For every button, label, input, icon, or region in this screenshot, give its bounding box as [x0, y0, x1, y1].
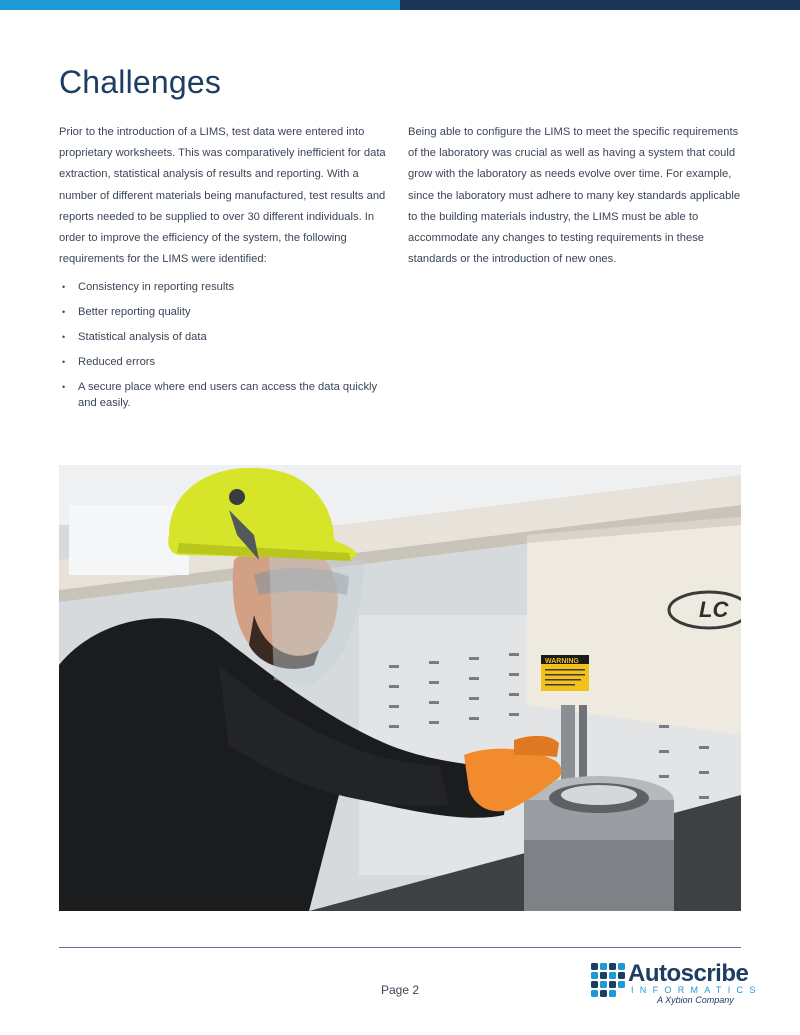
bullet-icon: •	[62, 307, 66, 317]
footer-divider	[59, 947, 741, 948]
list-item	[59, 354, 394, 370]
logo-subtitle: INFORMATICS	[631, 985, 762, 995]
list-item-text: A secure place where end users can access the data quickly and easily.	[78, 381, 378, 409]
list-item	[59, 379, 394, 411]
list-item-text: Statistical analysis of data	[78, 331, 207, 343]
lab-photo-illustration	[59, 465, 741, 911]
top-accent-bar-navy	[400, 0, 800, 10]
bullet-icon: •	[62, 357, 66, 367]
list-item-text: Better reporting quality	[78, 306, 191, 318]
bullet-icon: •	[62, 282, 66, 292]
page-number: Page 2	[380, 983, 420, 997]
logo-grid-icon	[591, 963, 625, 997]
list-item-text: Consistency in reporting results	[78, 281, 235, 293]
company-logo	[591, 960, 762, 1007]
requirements-list	[59, 279, 394, 420]
logo-wordmark: Autoscribe	[628, 960, 749, 987]
list-item	[59, 329, 394, 345]
bullet-icon: •	[62, 332, 66, 342]
page-title: Challenges	[59, 64, 222, 100]
list-item-text: Reduced errors	[78, 356, 156, 368]
list-item	[59, 304, 394, 320]
left-paragraph: Prior to the introduction of a LIMS, test data were entered into proprietary worksheets. This was comparatively inefficient for data extraction, statistical analysis of results and reporting. With a number of different materials being manufactured, test results and reports needed to be supplied to over 30 different individuals. In order to improve the efficiency of the system, the following requirements for the LIMS were identified:	[59, 126, 386, 266]
bullet-icon: •	[62, 382, 66, 392]
list-item	[59, 279, 394, 295]
right-paragraph: Being able to configure the LIMS to meet the specific requirements of the laboratory was crucial as well as having a system that could grow with the laboratory as needs evolve over time. For example, since the laboratory must adhere to many key standards applicable to the building materials industry, the LIMS must be able to accommodate any changes to testing requirements in these standards or the introduction of new ones.	[408, 126, 741, 266]
top-accent-bar-blue	[0, 0, 400, 10]
lab-technician-photo	[59, 465, 741, 911]
warning-label-text: WARNING	[545, 658, 579, 665]
machine-brand-text: LC	[699, 597, 729, 622]
logo-tagline: A Xybion Company	[657, 995, 734, 1005]
